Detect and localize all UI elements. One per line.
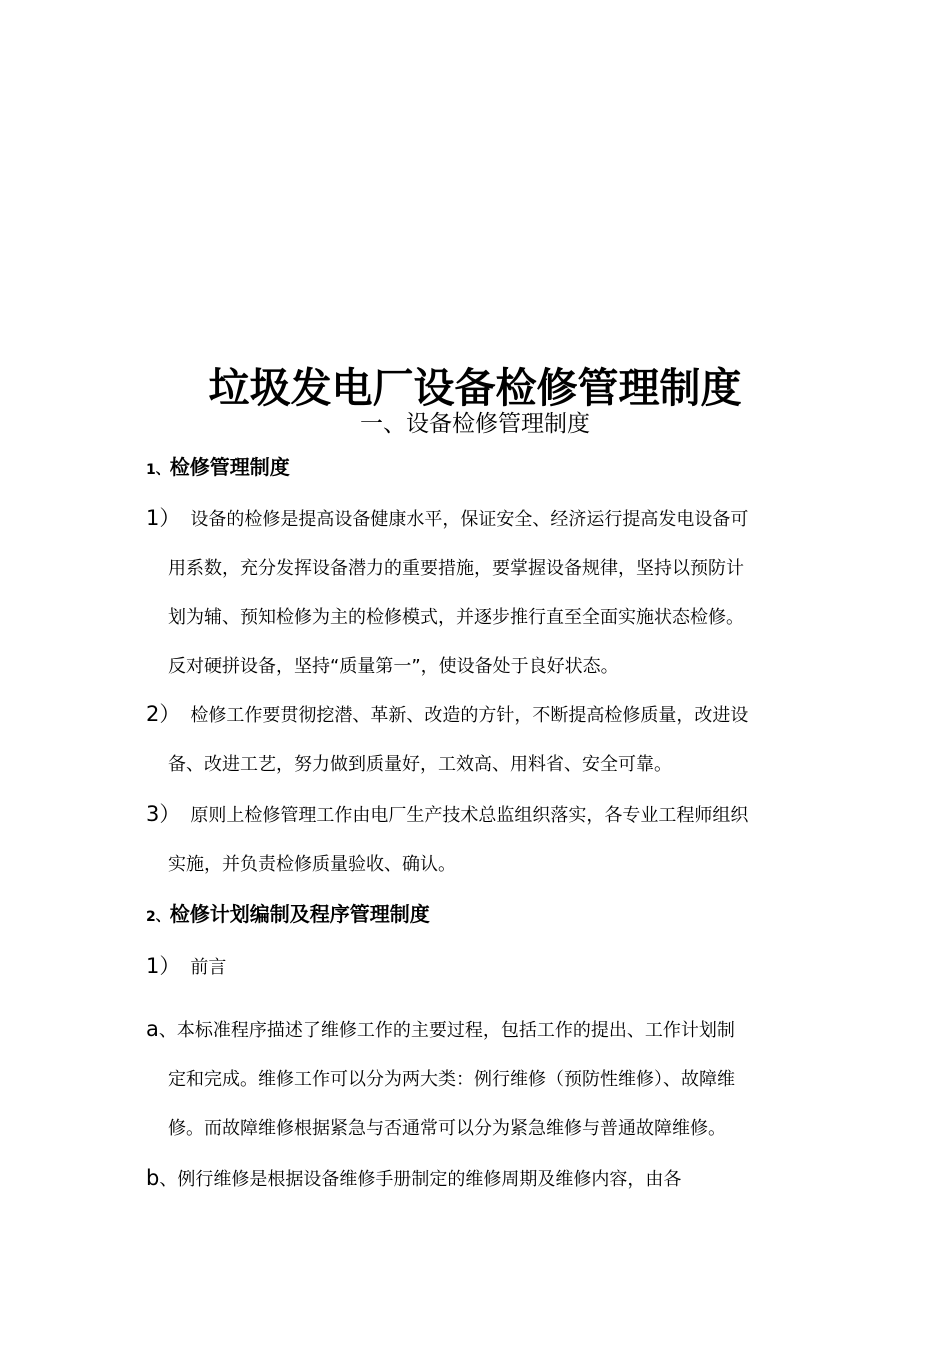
sub-item-b xyxy=(146,1154,806,1204)
item-text: 设备的检修是提高设备健康水平，保证安全、经济运行提高发电设备可 xyxy=(190,509,749,530)
item-marker: 2） xyxy=(146,702,181,726)
chapter-heading: 一、设备检修管理制度 xyxy=(360,411,590,437)
item-marker: 1） xyxy=(146,954,181,978)
item-line: 划为辅、预知检修为主的检修模式，并逐步推行直至全面实施状态检修。 xyxy=(168,607,744,628)
item-text: 检修工作要贯彻挖潜、革新、改造的方针，不断提高检修质量，改进设 xyxy=(190,705,749,726)
item-marker: b xyxy=(146,1166,160,1190)
section-number: 1、 xyxy=(146,462,170,478)
section-number: 2、 xyxy=(146,909,170,925)
item-line: 修。而故障维修根据紧急与否通常可以分为紧急维修与普通故障维修。 xyxy=(168,1118,726,1139)
sub-item-a xyxy=(146,1005,806,1153)
list-item-1-2 xyxy=(146,690,806,789)
list-item-1-1 xyxy=(146,494,806,691)
list-item-2-1 xyxy=(146,942,806,992)
section-heading-2 xyxy=(146,899,430,932)
item-line: 反对硬拼设备，坚持“质量第一”，使设备处于良好状态。 xyxy=(168,656,619,677)
item-line: 实施，并负责检修质量验收、确认。 xyxy=(168,854,456,875)
item-marker: a xyxy=(146,1017,159,1041)
item-text: 、本标准程序描述了维修工作的主要过程，包括工作的提出、工作计划制 xyxy=(158,1020,735,1041)
item-marker: 1） xyxy=(146,506,181,530)
item-marker: 3） xyxy=(146,802,181,826)
item-text: 前言 xyxy=(190,957,227,978)
item-text: 原则上检修管理工作由电厂生产技术总监组织落实，各专业工程师组织 xyxy=(190,805,749,826)
document-title: 垃圾发电厂设备检修管理制度 xyxy=(208,364,742,412)
item-line: 定和完成。维修工作可以分为两大类：例行维修（预防性维修）、故障维 xyxy=(168,1069,735,1090)
section-title: 检修计划编制及程序管理制度 xyxy=(169,902,430,926)
list-item-1-3 xyxy=(146,790,806,889)
section-title: 检修管理制度 xyxy=(169,455,290,479)
item-line: 用系数，充分发挥设备潜力的重要措施，要掌握设备规律，坚持以预防计 xyxy=(168,558,744,579)
item-text: 、例行维修是根据设备维修手册制定的维修周期及维修内容，由各 xyxy=(159,1169,682,1190)
section-heading-1 xyxy=(146,452,290,485)
item-line: 备、改进工艺，努力做到质量好，工效高、用料省、安全可靠。 xyxy=(168,754,672,775)
